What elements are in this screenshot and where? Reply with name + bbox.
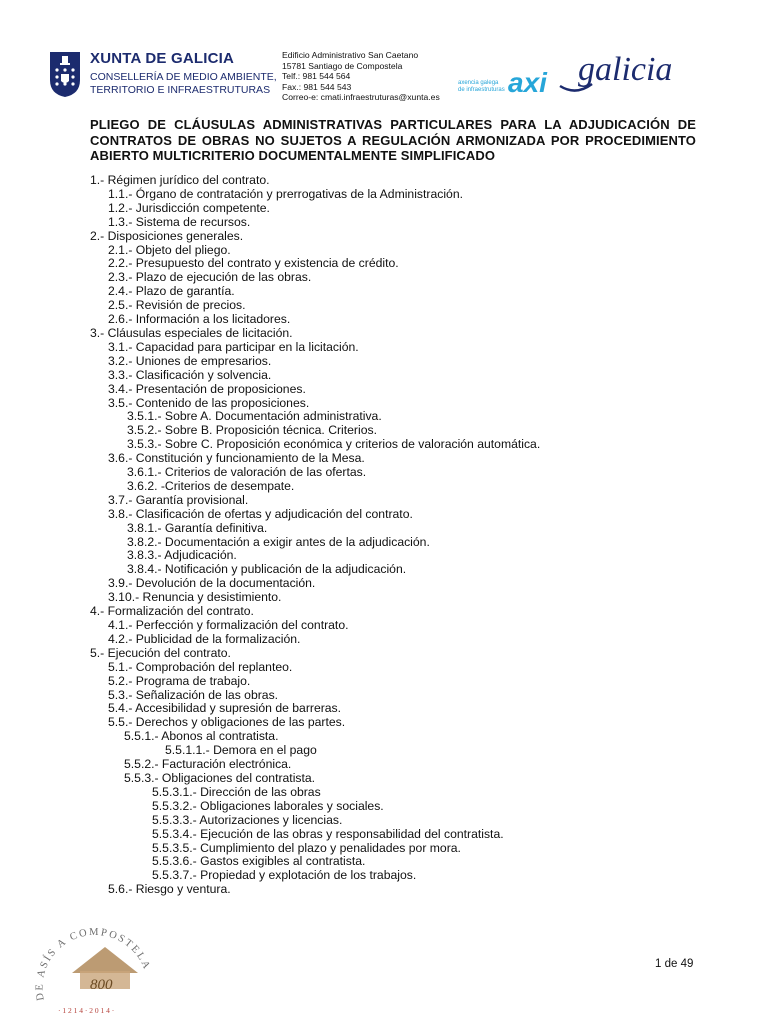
toc-item: 5.3.- Señalización de las obras.: [108, 687, 279, 702]
toc-item: 2.6.- Información a los licitadores.: [108, 312, 291, 327]
toc-item: 1.1.- Órgano de contratación y prerrogativas de la Administración.: [108, 186, 463, 201]
page-number: 1 de 49: [655, 958, 694, 970]
toc-item: 5.6.- Riesgo y ventura.: [108, 882, 231, 897]
toc-item: 1.- Régimen jurídico del contrato.: [90, 173, 270, 187]
contact-block: [282, 50, 457, 103]
toc-item: 3.5.1.- Sobre A. Documentación administrativa.: [127, 409, 382, 424]
toc-item: 3.8.2.- Documentación a exigir antes de la adjudicación.: [127, 534, 430, 549]
toc-item: 5.5.1.1.- Demora en el pago: [165, 743, 317, 758]
toc-item: 5.5.3.2.- Obligaciones laborales y sociales.: [152, 798, 384, 813]
toc-item: 1.3.- Sistema de recursos.: [108, 214, 251, 229]
toc-item: 5.5.3.4.- Ejecución de las obras y responsabilidad del contratista.: [152, 826, 504, 841]
toc-item: 4.1.- Perfección y formalización del contrato.: [108, 618, 349, 632]
toc-item: 2.- Disposiciones generales.: [90, 228, 244, 243]
contact-phone: Telf.: 981 544 564: [282, 71, 351, 81]
galicia-logo-icon: [556, 50, 696, 96]
galicia-wordmark: galicia: [578, 51, 673, 88]
toc-item: 1.2.- Jurisdicción competente.: [108, 200, 270, 215]
toc-item: 3.8.- Clasificación de ofertas y adjudicación del contrato.: [108, 506, 413, 521]
toc-item: 5.4.- Accesibilidad y supresión de barreras.: [108, 701, 342, 716]
xunta-wordmark: [90, 50, 280, 96]
toc-item: 3.8.4.- Notificación y publicación de la adjudicación.: [127, 562, 407, 577]
org-name: XUNTA DE GALICIA: [90, 50, 235, 67]
toc-item: 2.3.- Plazo de ejecución de las obras.: [108, 270, 312, 285]
axi-subtitle-1: axencia galega: [458, 80, 499, 86]
toc-item: 3.6.1.- Criterios de valoración de las ofertas.: [127, 465, 367, 480]
contact-city: 15781 Santiago de Compostela: [282, 60, 403, 71]
seal-arc-text: DE ASÍS A COMPOSTELA: [34, 926, 153, 1002]
toc-item: 5.5.3.1.- Dirección de las obras: [152, 784, 321, 799]
toc-item: 3.8.1.- Garantía definitiva.: [127, 520, 268, 535]
toc-item: 2.5.- Revisión de precios.: [108, 298, 246, 313]
toc-item: 3.2.- Uniones de empresarios.: [108, 353, 272, 368]
contact-address: Edificio Administrativo San Caetano: [282, 50, 419, 60]
table-of-contents: [90, 174, 700, 897]
toc-item: 5.5.1.- Abonos al contratista.: [124, 729, 279, 744]
toc-item: 3.7.- Garantía provisional.: [108, 492, 249, 507]
seal-years: · 1 2 1 4 · 2 0 1 4 ·: [58, 1006, 115, 1015]
toc-item: 3.1.- Capacidad para participar en la licitación.: [108, 339, 359, 354]
anniversary-seal-icon: [30, 905, 155, 1015]
toc-item: 5.5.3.6.- Gastos exigibles al contratista.: [152, 854, 366, 869]
toc-item: 3.5.3.- Sobre C. Proposición económica y criterios de valoración automática.: [127, 437, 541, 452]
document-title: PLIEGO DE CLÁUSULAS ADMINISTRATIVAS PARTICULARES PARA LA ADJUDICACIÓN DE CONTRATOS DE OBRAS NO SUJETOS A REGULACIÓN ARMONIZADA POR PROCEDIMIENTO ABIERTO MULTICRITERIO DOCUMENTALMENTE SIMPLIFICADO: [90, 117, 696, 163]
axi-wordmark: axi: [508, 67, 547, 98]
department-line-1: CONSELLERÍA DE MEDIO AMBIENTE,: [90, 71, 277, 83]
department-line-2: TERRITORIO E INFRAESTRUTURAS: [90, 83, 271, 96]
toc-item: 3.10.- Renuncia y desistimiento.: [108, 590, 282, 605]
toc-item: 2.4.- Plazo de garantía.: [108, 284, 235, 299]
toc-item: 5.5.- Derechos y obligaciones de las partes.: [108, 715, 346, 730]
toc-item: 3.6.- Constitución y funcionamiento de la Mesa.: [108, 451, 365, 466]
axi-logo-icon: [458, 60, 554, 98]
toc-item: 2.2.- Presupuesto del contrato y existencia de crédito.: [108, 256, 399, 271]
toc-item: 5.5.3.- Obligaciones del contratista.: [124, 770, 316, 785]
toc-item: 4.- Formalización del contrato.: [90, 604, 254, 619]
toc-item: 5.5.3.5.- Cumplimiento del plazo y penalidades por mora.: [152, 840, 461, 855]
seal-center-text: 800: [90, 977, 113, 993]
toc-item: 5.5.3.7.- Propiedad y explotación de los trabajos.: [152, 868, 417, 883]
xunta-coat-of-arms-icon: [48, 50, 82, 98]
toc-item: 5.2.- Programa de trabajo.: [108, 673, 251, 688]
toc-item: 2.1.- Objeto del pliego.: [108, 242, 231, 257]
toc-item: 3.- Cláusulas especiales de licitación.: [90, 325, 293, 340]
toc-item: 3.4.- Presentación de proposiciones.: [108, 381, 306, 396]
contact-email: Correo-e: cmati.infraestruturas@xunta.es: [282, 92, 440, 102]
toc-item: 5.5.3.3.- Autorizaciones y licencias.: [152, 812, 343, 827]
toc-item: 3.6.2. -Criterios de desempate.: [127, 478, 295, 493]
toc-item: 5.5.2.- Facturación electrónica.: [124, 757, 292, 772]
contact-fax: Fax.: 981 544 543: [282, 81, 352, 92]
toc-item: 3.8.3.- Adjudicación.: [127, 548, 237, 563]
toc-item: 3.5.- Contenido de las proposiciones.: [108, 395, 310, 410]
toc-item: 3.9.- Devolución de la documentación.: [108, 576, 316, 591]
toc-item: 4.2.- Publicidad de la formalización.: [108, 631, 301, 646]
toc-item: 3.5.2.- Sobre B. Proposición técnica. Criterios.: [127, 423, 377, 438]
toc-item: 5.1.- Comprobación del replanteo.: [108, 659, 293, 674]
axi-subtitle-2: de infraestruturas: [458, 87, 505, 93]
toc-item: 3.3.- Clasificación y solvencia.: [108, 367, 272, 382]
page-header: [0, 0, 768, 110]
toc-item: 5.- Ejecución del contrato.: [90, 645, 231, 660]
